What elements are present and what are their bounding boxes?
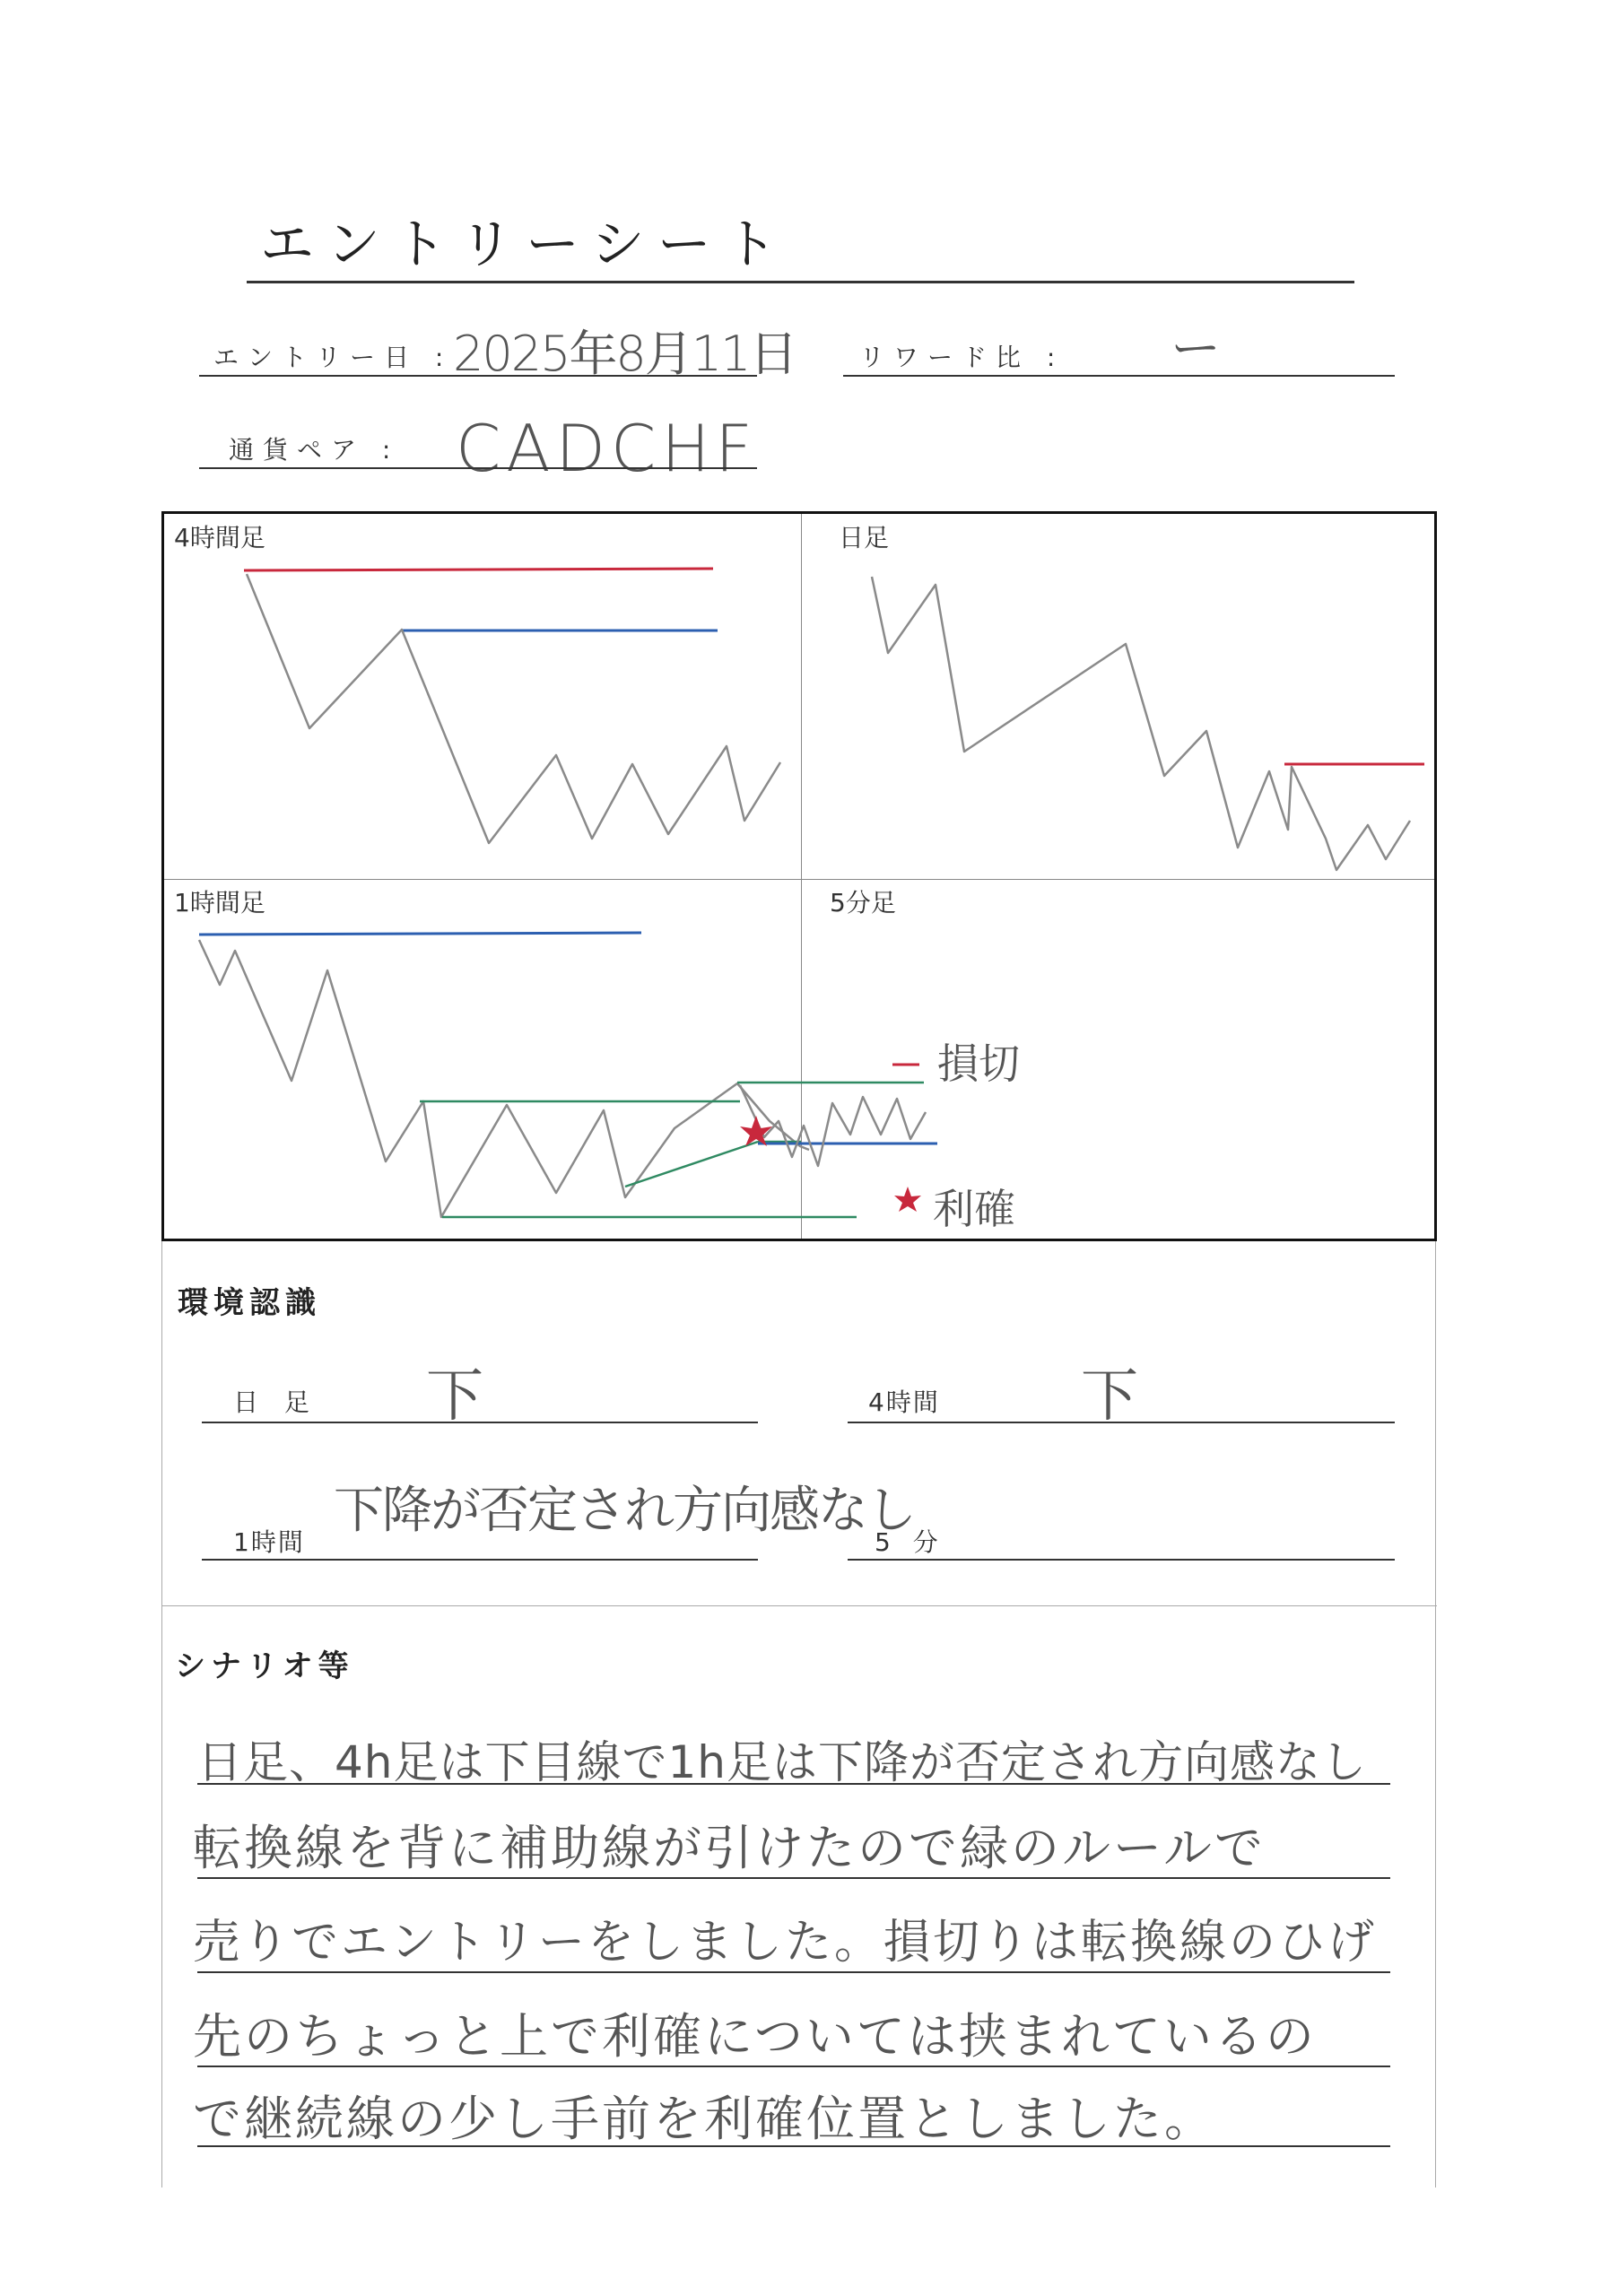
h1-resistance-line (199, 933, 641, 935)
env-h4-underline (848, 1422, 1395, 1423)
m5-take-profit-mark (894, 1187, 921, 1212)
env-h4-value: 下 (1081, 1363, 1138, 1430)
scenario-rule-3 (197, 1971, 1390, 1973)
scenario-rule-5 (197, 2145, 1390, 2147)
scenario-line-3: 売りでエントリーをしました。損切りは転換線のひげ (193, 1916, 1378, 1970)
m5-chart-label: 5分足 (830, 888, 896, 918)
h1-chart-label: 1時間足 (174, 888, 265, 918)
env-daily-underline (202, 1422, 758, 1423)
env-m5-label: 5 分 (875, 1527, 945, 1557)
h1-trendline (625, 1142, 758, 1187)
scenario-rule-4 (197, 2066, 1390, 2067)
env-h4-label: 4時間 (868, 1387, 940, 1417)
reward-ratio-value: ー (1171, 320, 1221, 378)
entry-date-value: 2025年8月11日 (453, 326, 796, 382)
h4-price-path (247, 574, 780, 843)
scenario-rule-1 (197, 1783, 1390, 1785)
env-daily-label: 日 足 (233, 1387, 318, 1417)
m5-price-path (740, 1085, 926, 1166)
env-h1-label: 1時間 (233, 1527, 305, 1557)
h1-price-path (199, 940, 809, 1217)
env-m5-underline (848, 1559, 1395, 1561)
lower-border-left (161, 1241, 162, 2187)
h4-resistance-line (244, 569, 713, 570)
env-daily-value: 下 (426, 1363, 483, 1430)
h4-chart-label: 4時間足 (174, 523, 265, 552)
entry-date-label: エントリー日 : (213, 343, 453, 372)
daily-chart-label: 日足 (839, 523, 890, 552)
scenario-line-5: で継続線の少し手前を利確位置としました。 (193, 2091, 1215, 2147)
daily-price-path (872, 577, 1410, 870)
scenario-rule-2 (197, 1877, 1390, 1879)
currency-pair-value: CADCHF (456, 411, 758, 486)
environment-title: 環境認識 (178, 1285, 321, 1321)
m5-stop-loss-label: 損切 (937, 1039, 1020, 1088)
scenario-line-1: 日足、4h足は下目線で1h足は下降が否定され方向感なし (197, 1736, 1368, 1788)
scenario-title: シナリオ等 (175, 1648, 354, 1684)
section-divider (161, 1605, 1437, 1606)
lower-border-right (1435, 1241, 1436, 2187)
sheet-title: エントリーシート (260, 213, 790, 276)
env-h1-value: 下降が否定され方向感なし (334, 1482, 915, 1540)
scenario-line-4: 先のちょっと上で利確については挟まれているの (193, 2008, 1317, 2065)
scenario-line-2: 転換線を背に補助線が引けたので緑のルールで (193, 1820, 1266, 1876)
m5-take-profit-label: 利確 (933, 1185, 1015, 1233)
env-h1-underline (202, 1559, 758, 1561)
reward-ratio-label: リワード比 : (859, 343, 1065, 372)
currency-pair-label: 通貨ペア : (229, 435, 400, 465)
